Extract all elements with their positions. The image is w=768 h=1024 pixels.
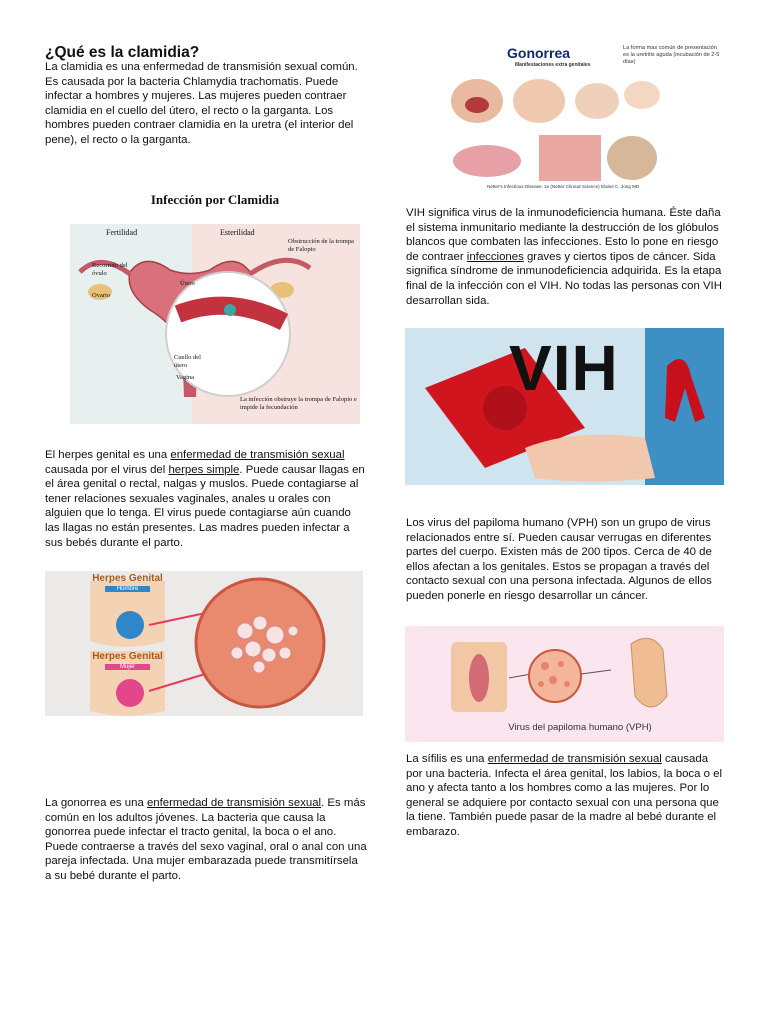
label-vagina: Vagina xyxy=(176,374,195,381)
label-utero: Útero xyxy=(180,280,195,287)
vih-text-post: graves y ciertos tipos de cáncer. Sida significa síndrome de inmunodeficiencia adquirida. Es la etapa final de la infección con el VIH. No todas las personas con VIH desarrollan sida. xyxy=(406,250,722,307)
sifilis-link-ets[interactable]: enfermedad de transmisión sexual xyxy=(487,753,662,765)
sifilis-text-pre: La sífilis es una xyxy=(406,753,488,765)
vih-text-pre: VIH significa virus de la inmunodeficiencia humana. Éste daña el sistema inmunitario mediante la destrucción de los glóbulos blancos que combaten las infecciones. Esto lo pone en riesgo de contraer xyxy=(406,207,721,263)
vph-penis xyxy=(631,638,667,707)
vih-figure xyxy=(405,328,724,485)
herpes-label-male: Herpes Genital xyxy=(92,573,163,584)
gonorrea-img-face xyxy=(513,79,565,123)
vih-link-infecciones[interactable]: infecciones xyxy=(466,250,524,263)
gonorrea-img-joint xyxy=(607,136,657,180)
clamidia-figure-title: Infección por Clamidia xyxy=(150,192,280,207)
gonorrea-img-anatomy xyxy=(539,135,601,181)
clamidia-title: ¿Qué es la clamidia? xyxy=(45,44,200,61)
herpes-zoom-circle xyxy=(196,579,324,707)
herpes-sub-male: Hombre xyxy=(105,586,150,592)
herpes-text-pre: El herpes genital es una xyxy=(45,449,171,461)
vph-body: Los virus del papiloma humano (VPH) son un grupo de virus relacionados entre sí. Pueden causar verrugas en diferentes partes del cuerpo. Existen más de 200 tipos. Cerca de 40 de ellos afectan a los genitales. Estos se propagan a través del contacto sexual con una persona infectada. Algunos de ellos pueden ponerle en riesgo desarrollar un cáncer. xyxy=(406,517,712,602)
vph-figure-caption: Virus del papiloma humano (VPH) xyxy=(508,722,652,733)
gonorrea-img-hand xyxy=(624,81,660,109)
gonorrea-figure-title: Gonorrea xyxy=(507,45,571,61)
clamidia-figure xyxy=(70,182,360,426)
herpes-link-ets[interactable]: enfermedad de transmisión sexual xyxy=(170,449,345,461)
gonorrea-img-pelvis xyxy=(453,145,521,177)
label-cuello: Cuello del útero xyxy=(174,354,201,369)
herpes-sub-female: Mujer xyxy=(105,664,150,670)
herpes-text-mid: causada por el virus del xyxy=(45,463,169,476)
vih-body xyxy=(406,206,726,308)
gonorrea-link-ets[interactable]: enfermedad de transmisión sexual xyxy=(146,797,322,809)
vih-sleeve xyxy=(645,328,724,485)
label-ovario: Ovario xyxy=(92,292,111,299)
herpes-label-female: Herpes Genital xyxy=(92,651,163,662)
gonorrea-body xyxy=(45,796,367,884)
herpes-text-post: . Puede causar llagas en el área genital o rectal, nalgas y muslos. Puede contagiarse al tener relaciones sexuales vaginales, anales u orales con alguien que lo tenga. El virus puede contagiarse aún cuando las llagas no están presentes. Las madres pueden infectar a sus bebés durante el parto. xyxy=(45,463,365,549)
vih-hand xyxy=(525,435,655,482)
gonorrea-img-skin xyxy=(575,83,619,119)
label-obstruccion: Obstrucción de la trompa de Falopio xyxy=(288,238,354,253)
clamidia-caption: La infección obstruye la trompa de Falopio e impide la fecundación xyxy=(240,396,357,411)
gonorrea-figure-subtitle: Manifestaciones extra genitales xyxy=(515,62,591,68)
herpes-link-simple[interactable]: herpes simple xyxy=(168,463,240,476)
vih-figure-word: VIH xyxy=(509,332,619,404)
gonorrea-figure-credit: Netter's Infectious Disease, 1e (Netter Clinical Science) Elaine C. Jong MD xyxy=(487,184,640,189)
clamidia-body: La clamidia es una enfermedad de transmisión sexual común. Es causada por la bacteria Chlamydia trachomatis. Puede infectar a hombres y mujeres. Las mujeres pueden contraer clamidia en el cuello del útero, el recto o la garganta. Los hombres pueden contraer clamidia en la uretra (el interior del pene), el recto o la garganta. xyxy=(45,61,358,146)
vph-figure xyxy=(405,626,724,742)
vph-virus-zoom xyxy=(529,650,581,702)
label-esterilidad: Esterilidad xyxy=(220,228,255,237)
vph-pointer-left xyxy=(509,674,531,678)
ovum-dot xyxy=(224,304,236,316)
gonorrea-text-pre: La gonorrea es una xyxy=(45,797,147,809)
vph-vulva-inner xyxy=(469,654,489,702)
male-sore-zone xyxy=(116,611,144,639)
herpes-figure xyxy=(45,571,363,716)
gonorrea-figure xyxy=(447,43,725,193)
sifilis-body xyxy=(406,752,726,840)
herpes-body xyxy=(45,448,365,550)
gonorrea-img-mouth-inner xyxy=(465,97,489,113)
sifilis-text-post: causada por una bacteria. Infecta el área genital, los labios, la boca o el ano y afecta tanto a los hombres como a las mujeres. Por lo general se adquiere por contacto sexual con una persona que la tiene. También puede pasar de la madre al bebé durante el embarazo. xyxy=(406,753,722,838)
gonorrea-text-post: . Es más común en los adultos jóvenes. La bacteria que causa la gonorrea puede infectar el tracto genital, la boca o el ano. Puede contraerse a través del sexo vaginal, oral o anal con una pareja infectada. Una mujer embarazada puede transmitírsela a su bebé durante el parto. xyxy=(45,797,367,882)
label-fertilidad: Fertilidad xyxy=(106,228,138,237)
label-recorrido: Recorrido del óvulo xyxy=(92,262,128,277)
vph-pointer-right xyxy=(581,670,611,674)
female-sore-zone xyxy=(116,679,144,707)
gonorrea-figure-note: La forma mas común de presentación es la uretritis aguda (incubación de 2-5 días) xyxy=(623,45,720,65)
